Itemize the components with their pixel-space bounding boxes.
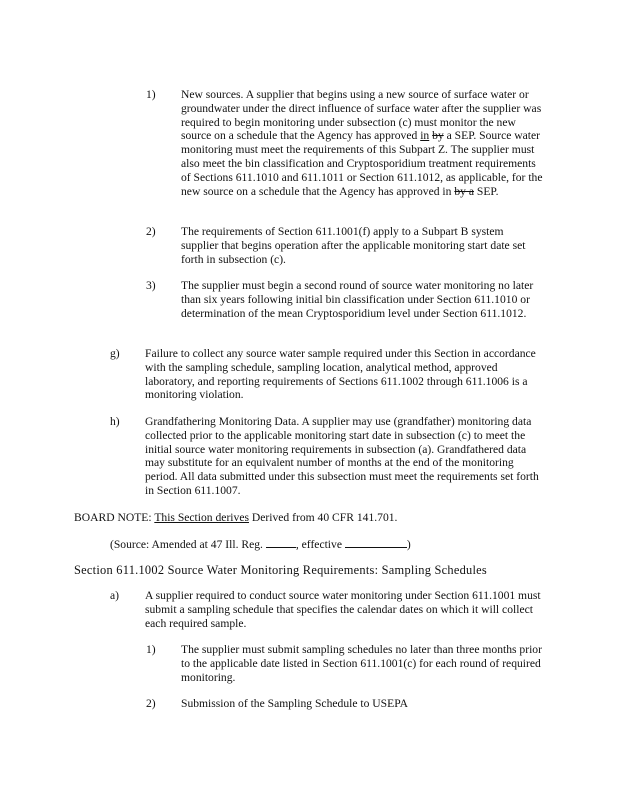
section-heading: Section 611.1002 Source Water Monitoring Requirements: Sampling Schedules: [74, 563, 488, 577]
paragraph-submission-usepa: Submission of the Sampling Schedule to USEPA: [181, 697, 408, 710]
source-note: [110, 537, 530, 552]
text-segment: Derived from 40 CFR 141.701.: [248, 511, 398, 524]
inserted-text: This Section derives: [154, 511, 249, 524]
text-segment: SEP.: [473, 184, 499, 198]
register-volume-blank: [266, 537, 296, 548]
item-number-f2: 2): [146, 225, 156, 238]
text-segment: , effective: [295, 538, 345, 551]
item-number-f1: 1): [146, 88, 156, 101]
effective-date-blank: [345, 537, 407, 548]
paragraph-new-sources: [181, 88, 543, 198]
item-number-a2: 2): [146, 697, 156, 710]
paragraph-subpart-b: The requirements of Section 611.1001(f) apply to a Subpart B system supplier that begins operation after the applicable monitoring start date set forth in subsection (c).: [181, 225, 526, 266]
deleted-text: by a: [454, 184, 474, 198]
paragraph-submit-schedules: The supplier must submit sampling schedules no later than three months prior to the applicable date listed in Section 611.1001(c) for each round of required monitoring.: [181, 643, 542, 684]
item-number-h: h): [110, 415, 120, 428]
item-number-a: a): [110, 589, 120, 602]
paragraph-sampling-schedule: A supplier required to conduct source water monitoring under Section 611.1001 must submit a sampling schedule that specifies the calendar dates on which it will collect each required sample.: [145, 589, 541, 630]
inserted-text: in: [420, 129, 430, 143]
item-number-a1: 1): [146, 643, 156, 656]
board-note-label: BOARD NOTE:: [74, 511, 155, 524]
text-segment: a SEP. Source water monitoring must meet the requirements of this Subpart Z. The supplier must also meet the bin classification and Cryptosporidium treatment requirements of Sections 611.1010 and 611.1011 or Section 611.1012, as applicable, for the new source on a schedule that the Agency has approved in: [181, 129, 543, 198]
item-number-g: g): [110, 347, 120, 360]
text-segment: ): [406, 538, 411, 551]
text-segment: New sources. A supplier that begins using a new source of surface water or groundwater under the direct influence of surface water after the supplier was required to begin monitoring under subsection (c) must monitor the new source on a schedule that the Agency has approved: [181, 88, 542, 143]
board-note: [74, 511, 554, 525]
text-segment: (Source: Amended at 47 Ill. Reg.: [110, 538, 266, 551]
paragraph-failure-to-collect: Failure to collect any source water sample required under this Section in accordance with the sampling schedule, sampling location, analytical method, approved laboratory, and reporting requirements of Sections 611.1002 through 611.1006 is a monitoring violation.: [145, 347, 536, 402]
paragraph-grandfathering: Grandfathering Monitoring Data. A supplier may use (grandfather) monitoring data collected prior to the applicable monitoring start date in subsection (c) to meet the initial source water monitoring requirements in subsection (a). Grandfathered data may substitute for an equivalent number of months at the end of the monitoring period. All data submitted under this subsection must meet the requirements set forth in Section 611.1007.: [145, 415, 539, 497]
item-number-f3: 3): [146, 279, 156, 292]
deleted-text: by: [432, 129, 444, 143]
paragraph-second-round: The supplier must begin a second round of source water monitoring no later than six years following initial bin classification under Section 611.1010 or determination of the mean Cryptosporidium level under Section 611.1012.: [181, 279, 534, 320]
